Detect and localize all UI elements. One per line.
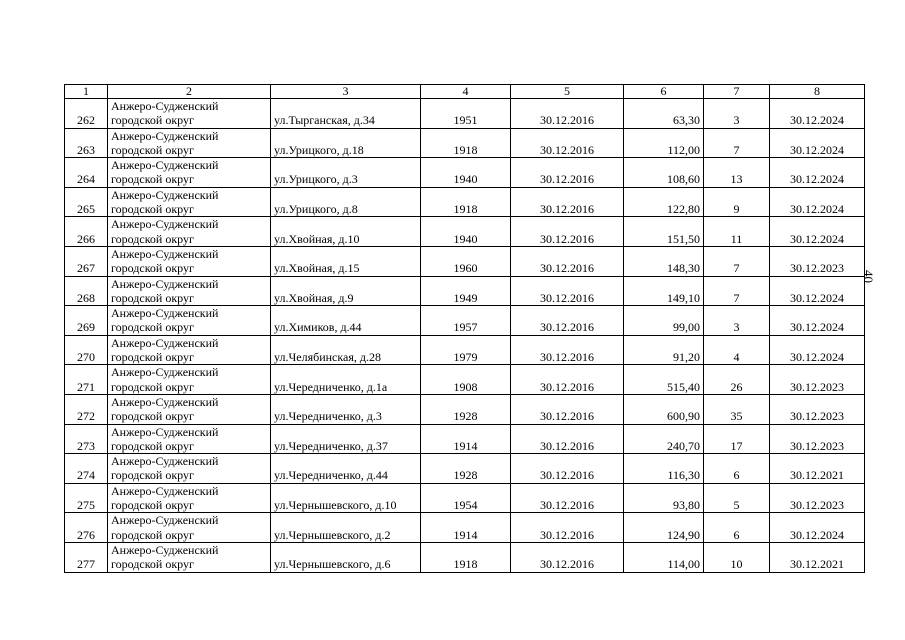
column-header: 1 xyxy=(65,85,108,99)
count-cell: 5 xyxy=(704,483,770,513)
year-cell: 1918 xyxy=(421,187,511,217)
district-cell xyxy=(108,542,271,572)
count-cell: 4 xyxy=(704,335,770,365)
date-cell: 30.12.2016 xyxy=(511,158,624,188)
date-cell: 30.12.2016 xyxy=(511,513,624,543)
district-cell xyxy=(108,483,271,513)
district-line: Анжеро-Судженский xyxy=(111,454,219,469)
table-row xyxy=(65,454,865,484)
district-line: Анжеро-Судженский xyxy=(111,128,219,143)
district-cell xyxy=(108,394,271,424)
district-line: Анжеро-Судженский xyxy=(111,513,219,528)
row-number: 263 xyxy=(65,128,108,158)
year-cell: 1918 xyxy=(421,542,511,572)
address-cell: ул.Урицкого, д.3 xyxy=(271,158,421,188)
deadline-cell: 30.12.2021 xyxy=(770,542,865,572)
table-body xyxy=(65,99,865,573)
district-line: городской округ xyxy=(111,527,194,542)
table-row xyxy=(65,99,865,129)
address-cell: ул.Урицкого, д.8 xyxy=(271,187,421,217)
column-header: 2 xyxy=(108,85,271,99)
district-line: Анжеро-Судженский xyxy=(111,158,219,173)
area-cell: 99,00 xyxy=(624,306,704,336)
table-header-row xyxy=(65,85,865,99)
row-number: 276 xyxy=(65,513,108,543)
year-cell: 1949 xyxy=(421,276,511,306)
count-cell: 7 xyxy=(704,246,770,276)
district-line: городской округ xyxy=(111,409,194,424)
deadline-cell: 30.12.2023 xyxy=(770,365,865,395)
area-cell: 93,80 xyxy=(624,483,704,513)
area-cell: 91,20 xyxy=(624,335,704,365)
address-cell: ул.Хвойная, д.15 xyxy=(271,246,421,276)
deadline-cell: 30.12.2024 xyxy=(770,335,865,365)
district-line: Анжеро-Судженский xyxy=(111,424,219,439)
deadline-cell: 30.12.2024 xyxy=(770,158,865,188)
count-cell: 26 xyxy=(704,365,770,395)
address-cell: ул.Чередниченко, д.37 xyxy=(271,424,421,454)
table-row xyxy=(65,365,865,395)
row-number: 269 xyxy=(65,306,108,336)
address-cell: ул.Челябинская, д.28 xyxy=(271,335,421,365)
table-row xyxy=(65,128,865,158)
area-cell: 148,30 xyxy=(624,246,704,276)
district-line: городской округ xyxy=(111,290,194,305)
district-line: городской округ xyxy=(111,172,194,187)
district-line: Анжеро-Судженский xyxy=(111,276,219,291)
column-header: 8 xyxy=(770,85,865,99)
date-cell: 30.12.2016 xyxy=(511,365,624,395)
count-cell: 3 xyxy=(704,99,770,129)
year-cell: 1928 xyxy=(421,394,511,424)
year-cell: 1954 xyxy=(421,483,511,513)
date-cell: 30.12.2016 xyxy=(511,394,624,424)
date-cell: 30.12.2016 xyxy=(511,128,624,158)
table-row xyxy=(65,306,865,336)
district-line: Анжеро-Судженский xyxy=(111,306,219,321)
district-cell xyxy=(108,217,271,247)
address-cell: ул.Тырганская, д.34 xyxy=(271,99,421,129)
year-cell: 1960 xyxy=(421,246,511,276)
deadline-cell: 30.12.2024 xyxy=(770,513,865,543)
district-cell xyxy=(108,454,271,484)
count-cell: 7 xyxy=(704,276,770,306)
deadline-cell: 30.12.2023 xyxy=(770,483,865,513)
date-cell: 30.12.2016 xyxy=(511,454,624,484)
area-cell: 114,00 xyxy=(624,542,704,572)
district-cell xyxy=(108,513,271,543)
row-number: 262 xyxy=(65,99,108,129)
year-cell: 1940 xyxy=(421,158,511,188)
column-header: 5 xyxy=(511,85,624,99)
district-cell xyxy=(108,365,271,395)
district-cell xyxy=(108,158,271,188)
row-number: 266 xyxy=(65,217,108,247)
address-cell: ул.Чернышевского, д.2 xyxy=(271,513,421,543)
count-cell: 13 xyxy=(704,158,770,188)
table-row xyxy=(65,158,865,188)
district-line: Анжеро-Судженский xyxy=(111,483,219,498)
date-cell: 30.12.2016 xyxy=(511,306,624,336)
date-cell: 30.12.2016 xyxy=(511,99,624,129)
address-cell: ул.Химиков, д.44 xyxy=(271,306,421,336)
year-cell: 1914 xyxy=(421,424,511,454)
row-number: 264 xyxy=(65,158,108,188)
year-cell: 1957 xyxy=(421,306,511,336)
deadline-cell: 30.12.2021 xyxy=(770,454,865,484)
table-row xyxy=(65,276,865,306)
district-line: городской округ xyxy=(111,557,194,572)
district-cell xyxy=(108,246,271,276)
district-line: городской округ xyxy=(111,468,194,483)
row-number: 267 xyxy=(65,246,108,276)
district-cell xyxy=(108,99,271,129)
page-number: 40 xyxy=(861,270,876,283)
district-cell xyxy=(108,187,271,217)
deadline-cell: 30.12.2023 xyxy=(770,394,865,424)
table-row xyxy=(65,246,865,276)
column-header: 4 xyxy=(421,85,511,99)
table-row xyxy=(65,394,865,424)
table-row xyxy=(65,424,865,454)
district-line: городской округ xyxy=(111,438,194,453)
deadline-cell: 30.12.2024 xyxy=(770,187,865,217)
area-cell: 149,10 xyxy=(624,276,704,306)
area-cell: 600,90 xyxy=(624,394,704,424)
district-line: городской округ xyxy=(111,498,194,513)
area-cell: 240,70 xyxy=(624,424,704,454)
district-line: Анжеро-Судженский xyxy=(111,365,219,380)
district-cell xyxy=(108,424,271,454)
area-cell: 151,50 xyxy=(624,217,704,247)
deadline-cell: 30.12.2024 xyxy=(770,276,865,306)
address-cell: ул.Хвойная, д.10 xyxy=(271,217,421,247)
area-cell: 124,90 xyxy=(624,513,704,543)
district-line: Анжеро-Судженский xyxy=(111,187,219,202)
date-cell: 30.12.2016 xyxy=(511,187,624,217)
district-line: Анжеро-Судженский xyxy=(111,99,219,113)
row-number: 268 xyxy=(65,276,108,306)
row-number: 272 xyxy=(65,394,108,424)
address-cell: ул.Урицкого, д.18 xyxy=(271,128,421,158)
district-line: городской округ xyxy=(111,202,194,217)
table-row xyxy=(65,187,865,217)
area-cell: 122,80 xyxy=(624,187,704,217)
row-number: 270 xyxy=(65,335,108,365)
deadline-cell: 30.12.2023 xyxy=(770,424,865,454)
district-line: Анжеро-Судженский xyxy=(111,394,219,409)
area-cell: 108,60 xyxy=(624,158,704,188)
table-row xyxy=(65,335,865,365)
district-line: Анжеро-Судженский xyxy=(111,246,219,261)
date-cell: 30.12.2016 xyxy=(511,483,624,513)
deadline-cell: 30.12.2024 xyxy=(770,99,865,129)
district-cell xyxy=(108,128,271,158)
row-number: 271 xyxy=(65,365,108,395)
count-cell: 9 xyxy=(704,187,770,217)
table-row xyxy=(65,217,865,247)
row-number: 265 xyxy=(65,187,108,217)
district-line: городской округ xyxy=(111,142,194,157)
address-cell: ул.Хвойная, д.9 xyxy=(271,276,421,306)
district-line: городской округ xyxy=(111,261,194,276)
row-number: 273 xyxy=(65,424,108,454)
district-line: городской округ xyxy=(111,320,194,335)
address-cell: ул.Чередниченко, д.3 xyxy=(271,394,421,424)
column-header: 7 xyxy=(704,85,770,99)
count-cell: 35 xyxy=(704,394,770,424)
deadline-cell: 30.12.2024 xyxy=(770,217,865,247)
row-number: 274 xyxy=(65,454,108,484)
deadline-cell: 30.12.2023 xyxy=(770,246,865,276)
area-cell: 63,30 xyxy=(624,99,704,129)
count-cell: 6 xyxy=(704,454,770,484)
count-cell: 11 xyxy=(704,217,770,247)
year-cell: 1908 xyxy=(421,365,511,395)
registry-table xyxy=(64,84,865,573)
count-cell: 7 xyxy=(704,128,770,158)
deadline-cell: 30.12.2024 xyxy=(770,128,865,158)
deadline-cell: 30.12.2024 xyxy=(770,306,865,336)
column-header: 3 xyxy=(271,85,421,99)
district-cell xyxy=(108,335,271,365)
date-cell: 30.12.2016 xyxy=(511,276,624,306)
row-number: 275 xyxy=(65,483,108,513)
table-row xyxy=(65,513,865,543)
district-line: городской округ xyxy=(111,350,194,365)
count-cell: 10 xyxy=(704,542,770,572)
date-cell: 30.12.2016 xyxy=(511,246,624,276)
year-cell: 1918 xyxy=(421,128,511,158)
district-line: Анжеро-Судженский xyxy=(111,542,219,557)
district-line: Анжеро-Судженский xyxy=(111,217,219,232)
district-line: городской округ xyxy=(111,113,194,128)
area-cell: 515,40 xyxy=(624,365,704,395)
count-cell: 6 xyxy=(704,513,770,543)
date-cell: 30.12.2016 xyxy=(511,335,624,365)
address-cell: ул.Чернышевского, д.6 xyxy=(271,542,421,572)
year-cell: 1979 xyxy=(421,335,511,365)
area-cell: 116,30 xyxy=(624,454,704,484)
area-cell: 112,00 xyxy=(624,128,704,158)
year-cell: 1928 xyxy=(421,454,511,484)
year-cell: 1940 xyxy=(421,217,511,247)
count-cell: 3 xyxy=(704,306,770,336)
table-row xyxy=(65,483,865,513)
date-cell: 30.12.2016 xyxy=(511,542,624,572)
address-cell: ул.Чернышевского, д.10 xyxy=(271,483,421,513)
district-line: городской округ xyxy=(111,379,194,394)
district-line: городской округ xyxy=(111,231,194,246)
date-cell: 30.12.2016 xyxy=(511,217,624,247)
district-cell xyxy=(108,276,271,306)
count-cell: 17 xyxy=(704,424,770,454)
column-header: 6 xyxy=(624,85,704,99)
address-cell: ул.Чередниченко, д.44 xyxy=(271,454,421,484)
year-cell: 1951 xyxy=(421,99,511,129)
date-cell: 30.12.2016 xyxy=(511,424,624,454)
address-cell: ул.Чередниченко, д.1а xyxy=(271,365,421,395)
table-row xyxy=(65,542,865,572)
district-cell xyxy=(108,306,271,336)
district-line: Анжеро-Судженский xyxy=(111,335,219,350)
year-cell: 1914 xyxy=(421,513,511,543)
row-number: 277 xyxy=(65,542,108,572)
